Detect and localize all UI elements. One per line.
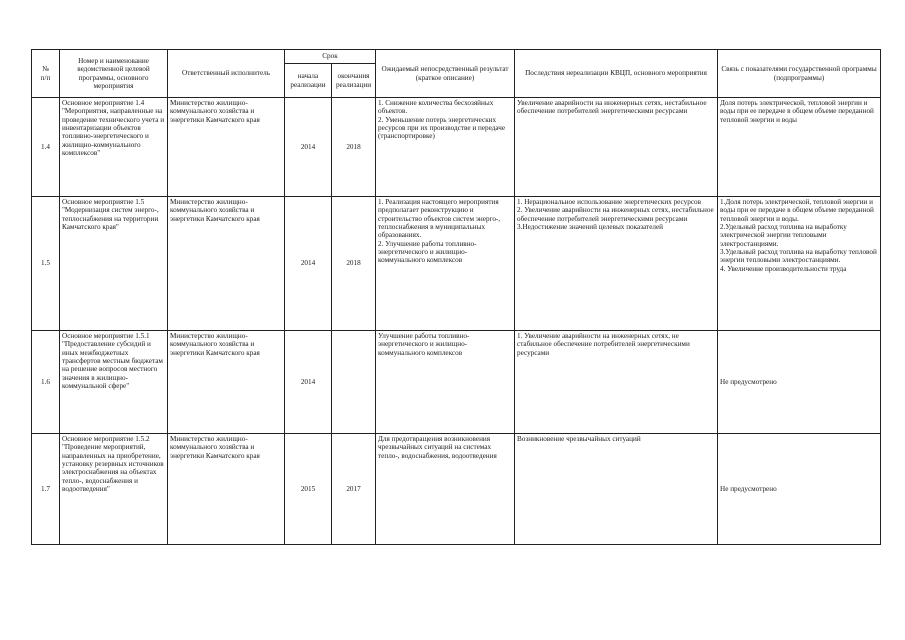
table-row <box>32 434 881 545</box>
row-start: 2014 <box>285 331 332 434</box>
row-start: 2014 <box>285 197 332 331</box>
row-end: 2018 <box>332 197 376 331</box>
table-header-row <box>32 50 881 64</box>
header-result: Ожидаемый непосредственный результат (краткое описание) <box>376 50 515 98</box>
row-link: Не предусмотрено <box>718 434 881 545</box>
row-name: Основное мероприятие 1.4 "Мероприятия, направленные на проведение технического учета и инвентаризации объектов топливно-энергетического и жилищно-коммунального комплексов" <box>60 98 168 197</box>
row-name: Основное мероприятие 1.5 "Модернизация систем энерго-, теплоснабжения на территории Камчатского края" <box>60 197 168 331</box>
header-term: Срок <box>285 50 376 64</box>
row-link: Не предусмотрено <box>718 331 881 434</box>
row-executor: Министерство жилищно-коммунального хозяйства и энергетики Камчатского края <box>168 98 285 197</box>
header-consequences: Последствия нереализации КВЦП, основного мероприятия <box>515 50 718 98</box>
row-num: 1.5 <box>32 197 60 331</box>
row-consequences: Возникновение чрезвычайных ситуаций <box>515 434 718 545</box>
header-num: № п/п <box>32 50 60 98</box>
row-name: Основное мероприятие 1.5.2 "Проведение мероприятий, направленных на приобретение, установку резервных источников электроснабжения на объектах тепло-, водоснабжения и водоотведения" <box>60 434 168 545</box>
row-executor: Министерство жилищно-коммунального хозяйства и энергетики Камчатского края <box>168 434 285 545</box>
row-result: 1. Реализация настоящего мероприятия предполагает реконструкцию и строительство объектов систем энерго-, теплоснабжения в муниципальных образованиях. 2. Улучшение работы топливно-энергетического и жилищно-коммунального комплексов <box>376 197 515 331</box>
table-row <box>32 331 881 434</box>
row-end <box>332 331 376 434</box>
row-name: Основное мероприятие 1.5.1 "Предоставление субсидий и иных межбюджетных трансфертов местным бюджетам на решение вопросов местного значения в жилищно-коммунальной сфере" <box>60 331 168 434</box>
row-num: 1.4 <box>32 98 60 197</box>
header-link: Связь с показателями государственной программы (подпрограммы) <box>718 50 881 98</box>
row-consequences: 1. Нерациональное использование энергетических ресурсов 2. Увеличение аварийности на инженерных сетях, нестабильное обеспечение потребителей энергетическими ресурсами 3.Недостижение значений целевых показателей <box>515 197 718 331</box>
row-consequences: 1. Увеличение аварийности на инженерных сетях, не стабильное обеспечение потребителей энергетическими ресурсами <box>515 331 718 434</box>
row-executor: Министерство жилищно-коммунального хозяйства и энергетики Камчатского края <box>168 331 285 434</box>
row-result: Улучшение работы топливно-энергетического и жилищно-коммунального комплексов <box>376 331 515 434</box>
row-executor: Министерство жилищно-коммунального хозяйства и энергетики Камчатского края <box>168 197 285 331</box>
row-consequences: Увеличение аварийности на инженерных сетях, нестабильное обеспечение потребителей энергетическими ресурсами <box>515 98 718 197</box>
row-result: Для предотвращения возникновения чрезвычайных ситуаций на системах тепло-, водоснабжения, водоотведения <box>376 434 515 545</box>
row-result: 1. Снижение количества бесхозяйных объектов. 2. Уменьшение потерь энергетических ресурсов при их производстве и передаче (транспортировке) <box>376 98 515 197</box>
header-name: Номер и наименование ведомственной целевой программы, основного мероприятия <box>60 50 168 98</box>
row-end: 2017 <box>332 434 376 545</box>
table-row <box>32 197 881 331</box>
table-row <box>32 98 881 197</box>
row-start: 2014 <box>285 98 332 197</box>
measures-table <box>31 49 881 545</box>
row-link: 1.Доля потерь электрической, тепловой энергии и воды при ее передаче в общем объеме переданной тепловой энергии и воды. 2.Удельный расход топлива на выработку электрической энергии тепловыми электростанциями. 3.Удельный расход топлива на выработку тепловой энергии тепловыми электростанциями. 4. Увеличение производительности труда <box>718 197 881 331</box>
row-end: 2018 <box>332 98 376 197</box>
row-num: 1.6 <box>32 331 60 434</box>
row-num: 1.7 <box>32 434 60 545</box>
row-start: 2015 <box>285 434 332 545</box>
header-end: окончания реализации <box>332 64 376 98</box>
header-executor: Ответственный исполнитель <box>168 50 285 98</box>
row-link: Доля потерь электрической, тепловой энергии и воды при ее передаче в общем объеме переданной тепловой энергии и воды <box>718 98 881 197</box>
header-start: начала реализации <box>285 64 332 98</box>
